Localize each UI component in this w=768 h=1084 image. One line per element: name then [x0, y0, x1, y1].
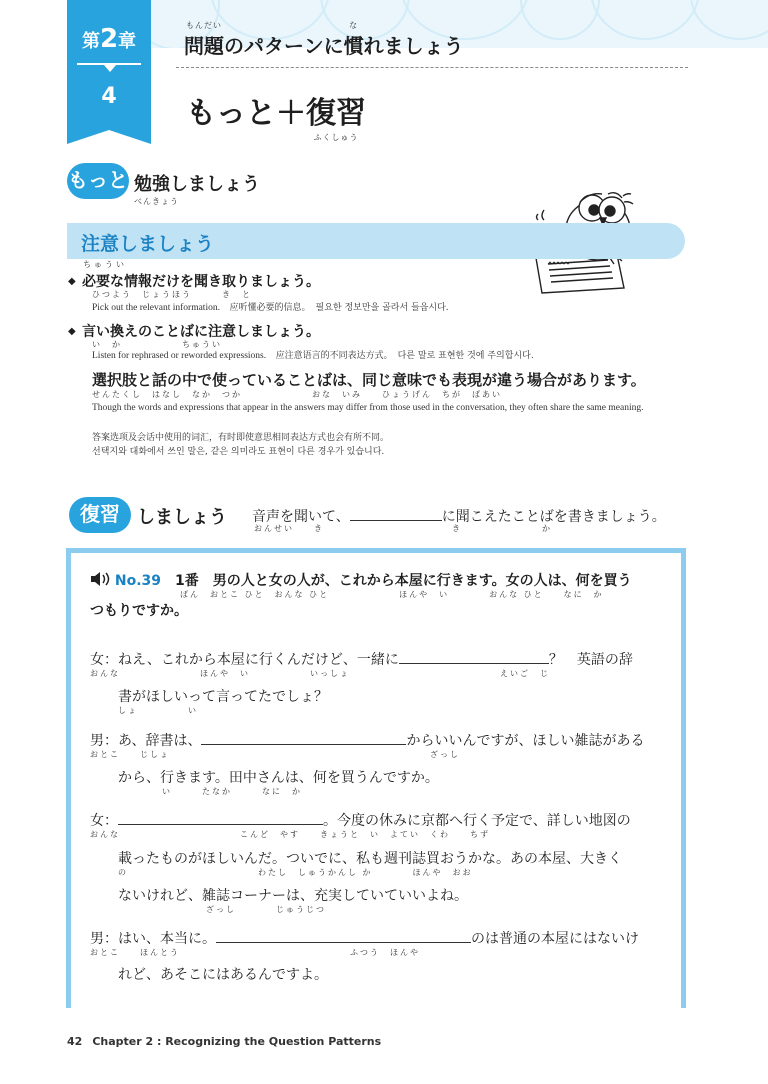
dialogue-ruby: おとこ じしょ ざっし	[90, 750, 460, 759]
dialogue-line: 男：あ、辞書は、 からいいんですが、ほしい雑誌がある	[90, 733, 645, 749]
answer-blank-2[interactable]	[201, 733, 406, 745]
dialogue-line: れど、あそこにはあるんですよ。	[118, 967, 328, 983]
section-number: 4	[101, 84, 117, 109]
dialogue-line: から、行きます。田中さんは、何を買うんですか。	[118, 770, 439, 786]
dialogue-line: 女： 。今度の休みに京都へ行く予定で、詳しい地図の	[90, 813, 631, 829]
attention-header	[67, 223, 685, 259]
tip-2-heading: 言い換えのことばに注意しましょう。	[82, 324, 320, 340]
dialogue-line: 書がほしいって言ってたでしょ？	[118, 689, 328, 705]
dialogue-ruby: い たなか なに か	[162, 787, 302, 796]
note-ruby: せんたくし はなし なか つか おな いみ ひょうげん ちが ばあい	[92, 390, 502, 399]
note-sentence: 選択肢と話の中で使っていることばは、同じ意味でも表現が違う場合があります。	[92, 371, 646, 389]
header-divider	[176, 67, 688, 68]
page-number: 42	[67, 1035, 83, 1048]
section-title: もっと＋復習 ふくしゅう	[186, 96, 366, 142]
chapter-tab	[67, 0, 151, 143]
attention-title-ruby: ちゅうい	[83, 260, 127, 269]
instruction-ruby-a: おんせい き	[254, 524, 324, 533]
dialogue-line: 男：はい、本当に。 のは普通の本屋にはないけ	[90, 931, 639, 947]
tip-1-ruby: ひつよう じょうほう き と	[92, 290, 252, 299]
dialogue-ruby: おんな こんど やす きょうと い よてい くわ ちず	[90, 830, 490, 839]
instruction-ruby-b: き か	[452, 524, 552, 533]
tip-2-ruby: い か ちゅうい	[92, 340, 222, 349]
answer-blank-1[interactable]	[399, 652, 549, 664]
bullet-icon: ◆	[68, 276, 76, 287]
tip-2-translations: Listen for rephrased or reworded expressions. 应注意语言的不同表达方式。 다른 말로 표현한 것에 주의합시다.	[92, 351, 534, 361]
answer-blank-3[interactable]	[118, 813, 323, 825]
motto-pill: もっと	[67, 163, 129, 199]
dialogue-line: ないけれど、雑誌コーナーは、充実していていいよね。	[118, 888, 468, 904]
motto-heading: 勉強 べんきょう しましょう	[134, 174, 260, 206]
attention-title: 注意しましょう	[81, 233, 215, 255]
tip-1-heading: 必要な情報だけを聞き取りましょう。	[82, 274, 320, 290]
footer-text: Chapter 2 : Recognizing the Question Patterns	[92, 1035, 382, 1048]
note-chinese: 答案选项及会话中使用的词汇，有时即使意思相同表达方式也会有所不同。	[92, 433, 390, 443]
dialogue-line: 女：ねえ、これから本屋に行くんだけど、一緒に ？ 英語の辞	[90, 652, 633, 668]
fukushu-instruction: 音声を聞いて、 に聞こえたことばを書きましょう。	[252, 509, 666, 525]
tip-1-translations: Pick out the relevant information. 应听懂必要的信息。 필요한 정보만을 골라서 들읍시다.	[92, 303, 449, 313]
fukushu-pill: 復習	[69, 497, 131, 533]
answer-blank-4[interactable]	[216, 931, 471, 943]
dialogue-ruby: ざっし じゅうじつ	[206, 905, 326, 914]
question-header	[90, 570, 632, 590]
note-korean: 선택지와 대화에서 쓰인 말은, 같은 의미라도 표현이 다른 경우가 있습니다.	[92, 447, 385, 457]
speaker-icon[interactable]	[90, 572, 110, 586]
instruction-blank	[350, 509, 442, 521]
chapter-label: 第2章	[81, 24, 137, 54]
chapter-title: もんだい 問題のパターンに な 慣れましょう	[184, 21, 464, 58]
dialogue-ruby: しょ い	[118, 706, 198, 715]
bullet-icon: ◆	[68, 326, 76, 337]
fukushu-heading: しましょう	[137, 507, 227, 528]
track-number: No.39	[114, 573, 162, 589]
dialogue-ruby: の わたし しゅうかんし か ほんや おお	[118, 868, 473, 877]
note-english: Though the words and expressions that appear in the answers may differ from those used in the conversation, they often share the same meaning.	[92, 403, 644, 413]
dialogue-line: 載ったものがほしいんだ。ついでに、私も週刊誌買おうかな。あの本屋、大きく	[118, 851, 622, 867]
dialogue-ruby: おんな ほんや い いっしょ えいご じ	[90, 669, 550, 678]
dialogue-ruby: おとこ ほんとう ふつう ほんや	[90, 948, 420, 957]
question-ruby: ばん おとこ ひと おんな ひと ほんや い おんな ひと なに か	[180, 590, 604, 599]
question-prompt-2: つもりですか。	[90, 603, 188, 619]
question-prompt: 1番 男の人と女の人が、これから本屋に行きます。女の人は、何を買う	[175, 573, 632, 589]
page-footer	[67, 1035, 381, 1048]
